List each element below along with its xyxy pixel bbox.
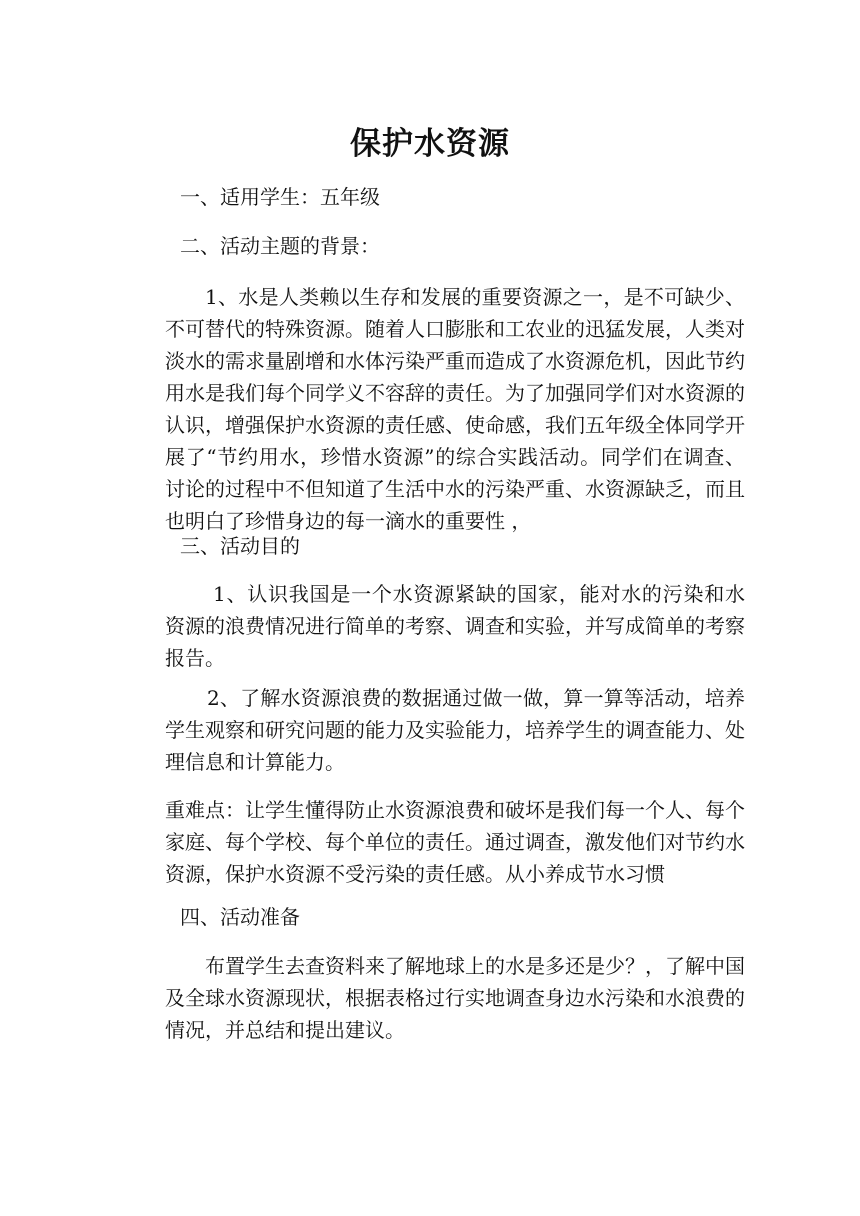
section-preparation-heading: 四、活动准备 — [180, 905, 300, 929]
purpose-item-1: 1、认识我国是一个水资源紧缺的国家，能对水的污染和水资源的浪费情况进行简单的考察、调查和实验，并写成简单的考察报告。 — [165, 582, 745, 670]
preparation-paragraph: 布置学生去查资料来了解地球上的水是多还是少？，了解中国及全球水资源现状，根据表格过行实地调查身边水污染和水浪费的情况，并总结和提出建议。 — [165, 954, 745, 1042]
document-title: 保护水资源 — [350, 126, 510, 162]
background-paragraph: 1、水是人类赖以生存和发展的重要资源之一，是不可缺少、不可替代的特殊资源。随着人口膨胀和工农业的迅猛发展，人类对淡水的需求量剧增和水体污染严重而造成了水资源危机，因此节约用水是我们每个同学义不容辞的责任。为了加强同学们对水资源的认识，增强保护水资源的责任感、使命感，我们五年级全体同学开展了“节约用水，珍惜水资源”的综合实践活动。同学们在调查、讨论的过程中不但知道了生活中水的污染严重、水资源缺乏，而且也明白了珍惜身边的每一滴水的重要性 ， — [165, 285, 745, 533]
section-background-heading: 二、活动主题的背景： — [180, 234, 380, 258]
section-applicable-students: 一、适用学生：五年级 — [180, 185, 380, 209]
purpose-item-2: 2、了解水资源浪费的数据通过做一做，算一算等活动，培养学生观察和研究问题的能力及实验能力，培养学生的调查能力、处理信息和计算能力。 — [165, 686, 745, 774]
key-points-paragraph: 重难点：让学生懂得防止水资源浪费和破坏是我们每一个人、每个家庭、每个学校、每个单位的责任。通过调查，激发他们对节约水资源，保护水资源不受污染的责任感。从小养成节水习惯 — [165, 798, 745, 886]
section-purpose-heading: 三、活动目的 — [180, 534, 300, 558]
